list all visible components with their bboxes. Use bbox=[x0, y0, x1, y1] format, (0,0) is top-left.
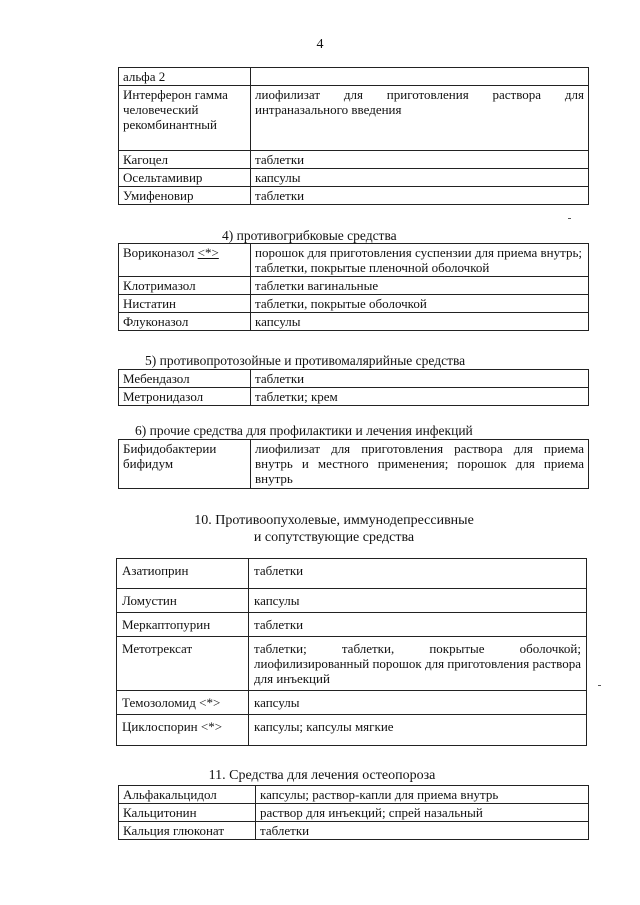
antifungal-table bbox=[118, 243, 589, 331]
section-heading: 4) противогрибковые средства bbox=[222, 228, 397, 243]
drug-form: таблетки bbox=[251, 370, 589, 388]
section-title: и сопутствующие средства bbox=[253, 530, 415, 545]
drug-name-cell bbox=[119, 244, 251, 277]
section-heading: 6) прочие средства для профилактики и лечения инфекций bbox=[135, 423, 473, 438]
section-title: 11. Средства для лечения остеопороза bbox=[208, 768, 436, 783]
drug-name: Клотримазол bbox=[119, 277, 251, 295]
drug-form: таблетки bbox=[256, 822, 589, 840]
drug-name: Кальцитонин bbox=[119, 804, 256, 822]
drug-form: раствор для инъекций; спрей назальный bbox=[256, 804, 589, 822]
table-row bbox=[117, 637, 587, 691]
osteoporosis-table bbox=[118, 785, 589, 840]
table-row bbox=[119, 440, 589, 489]
drug-name: Темозоломид <*> bbox=[117, 691, 249, 715]
scan-mark bbox=[568, 218, 571, 219]
scan-mark bbox=[598, 685, 601, 686]
drug-name: Мебендазол bbox=[119, 370, 251, 388]
drug-name: Циклоспорин <*> bbox=[117, 715, 249, 746]
drug-form: таблетки вагинальные bbox=[251, 277, 589, 295]
drug-name: Меркаптопурин bbox=[117, 613, 249, 637]
table-row bbox=[119, 388, 589, 406]
table-row bbox=[119, 313, 589, 331]
table-row bbox=[117, 691, 587, 715]
table-row bbox=[119, 277, 589, 295]
table-row bbox=[119, 244, 589, 277]
drug-name: Осельтамивир bbox=[119, 169, 251, 187]
drug-name: Кальция глюконат bbox=[119, 822, 256, 840]
drug-form: лиофилизат для приготовления раствора для интраназального введения bbox=[251, 86, 589, 151]
drug-name: альфа 2 bbox=[119, 68, 251, 86]
drug-form: порошок для приготовления суспензии для приема внутрь; таблетки, покрытые пленочной оболочкой bbox=[251, 244, 589, 277]
table-row bbox=[119, 68, 589, 86]
drug-form: капсулы; капсулы мягкие bbox=[249, 715, 587, 746]
drug-name: Метронидазол bbox=[119, 388, 251, 406]
drug-form: капсулы bbox=[249, 691, 587, 715]
table-row bbox=[119, 822, 589, 840]
table-row bbox=[119, 370, 589, 388]
table-row bbox=[119, 151, 589, 169]
table-row bbox=[117, 613, 587, 637]
antiprotozoal-table bbox=[118, 369, 589, 406]
table-row bbox=[119, 187, 589, 205]
page-number: 4 bbox=[316, 37, 324, 52]
drug-form: таблетки bbox=[249, 613, 587, 637]
drug-name: Умифеновир bbox=[119, 187, 251, 205]
drug-form: таблетки; крем bbox=[251, 388, 589, 406]
footnote-link[interactable]: <*> bbox=[197, 245, 219, 260]
section-heading: 5) противопротозойные и противомалярийные средства bbox=[145, 353, 466, 368]
table-row bbox=[119, 86, 589, 151]
drug-form: капсулы bbox=[249, 589, 587, 613]
drug-name: Нистатин bbox=[119, 295, 251, 313]
drug-name: Интерферон гамма человеческий рекомбинантный bbox=[119, 86, 251, 151]
drug-name: Кагоцел bbox=[119, 151, 251, 169]
table-row bbox=[119, 295, 589, 313]
antitumor-table bbox=[116, 558, 587, 746]
other-anti-infective-table bbox=[118, 439, 589, 489]
table-row bbox=[117, 715, 587, 746]
table-row bbox=[117, 559, 587, 589]
drug-form: капсулы bbox=[251, 313, 589, 331]
drug-form: лиофилизат для приготовления раствора для приема внутрь и местного применения; порошок для приема внутрь bbox=[251, 440, 589, 489]
table-row bbox=[119, 169, 589, 187]
antiviral-table bbox=[118, 67, 589, 205]
drug-name: Вориконазол bbox=[123, 245, 195, 260]
table-row bbox=[119, 804, 589, 822]
section-title: 10. Противоопухолевые, иммунодепрессивные bbox=[194, 513, 474, 528]
drug-form: капсулы bbox=[251, 169, 589, 187]
drug-form: таблетки bbox=[249, 559, 587, 589]
drug-form: таблетки bbox=[251, 151, 589, 169]
drug-name: Альфакальцидол bbox=[119, 786, 256, 804]
drug-form bbox=[251, 68, 589, 86]
drug-name: Бифидобактерии бифидум bbox=[119, 440, 251, 489]
drug-name: Азатиоприн bbox=[117, 559, 249, 589]
drug-form: капсулы; раствор-капли для приема внутрь bbox=[256, 786, 589, 804]
drug-form: таблетки bbox=[251, 187, 589, 205]
drug-form: таблетки, покрытые оболочкой bbox=[251, 295, 589, 313]
drug-form: таблетки; таблетки, покрытые оболочкой; лиофилизированный порошок для приготовления раствора для инъекций bbox=[249, 637, 587, 691]
table-row bbox=[119, 786, 589, 804]
drug-name: Метотрексат bbox=[117, 637, 249, 691]
drug-name: Ломустин bbox=[117, 589, 249, 613]
table-row bbox=[117, 589, 587, 613]
drug-name: Флуконазол bbox=[119, 313, 251, 331]
